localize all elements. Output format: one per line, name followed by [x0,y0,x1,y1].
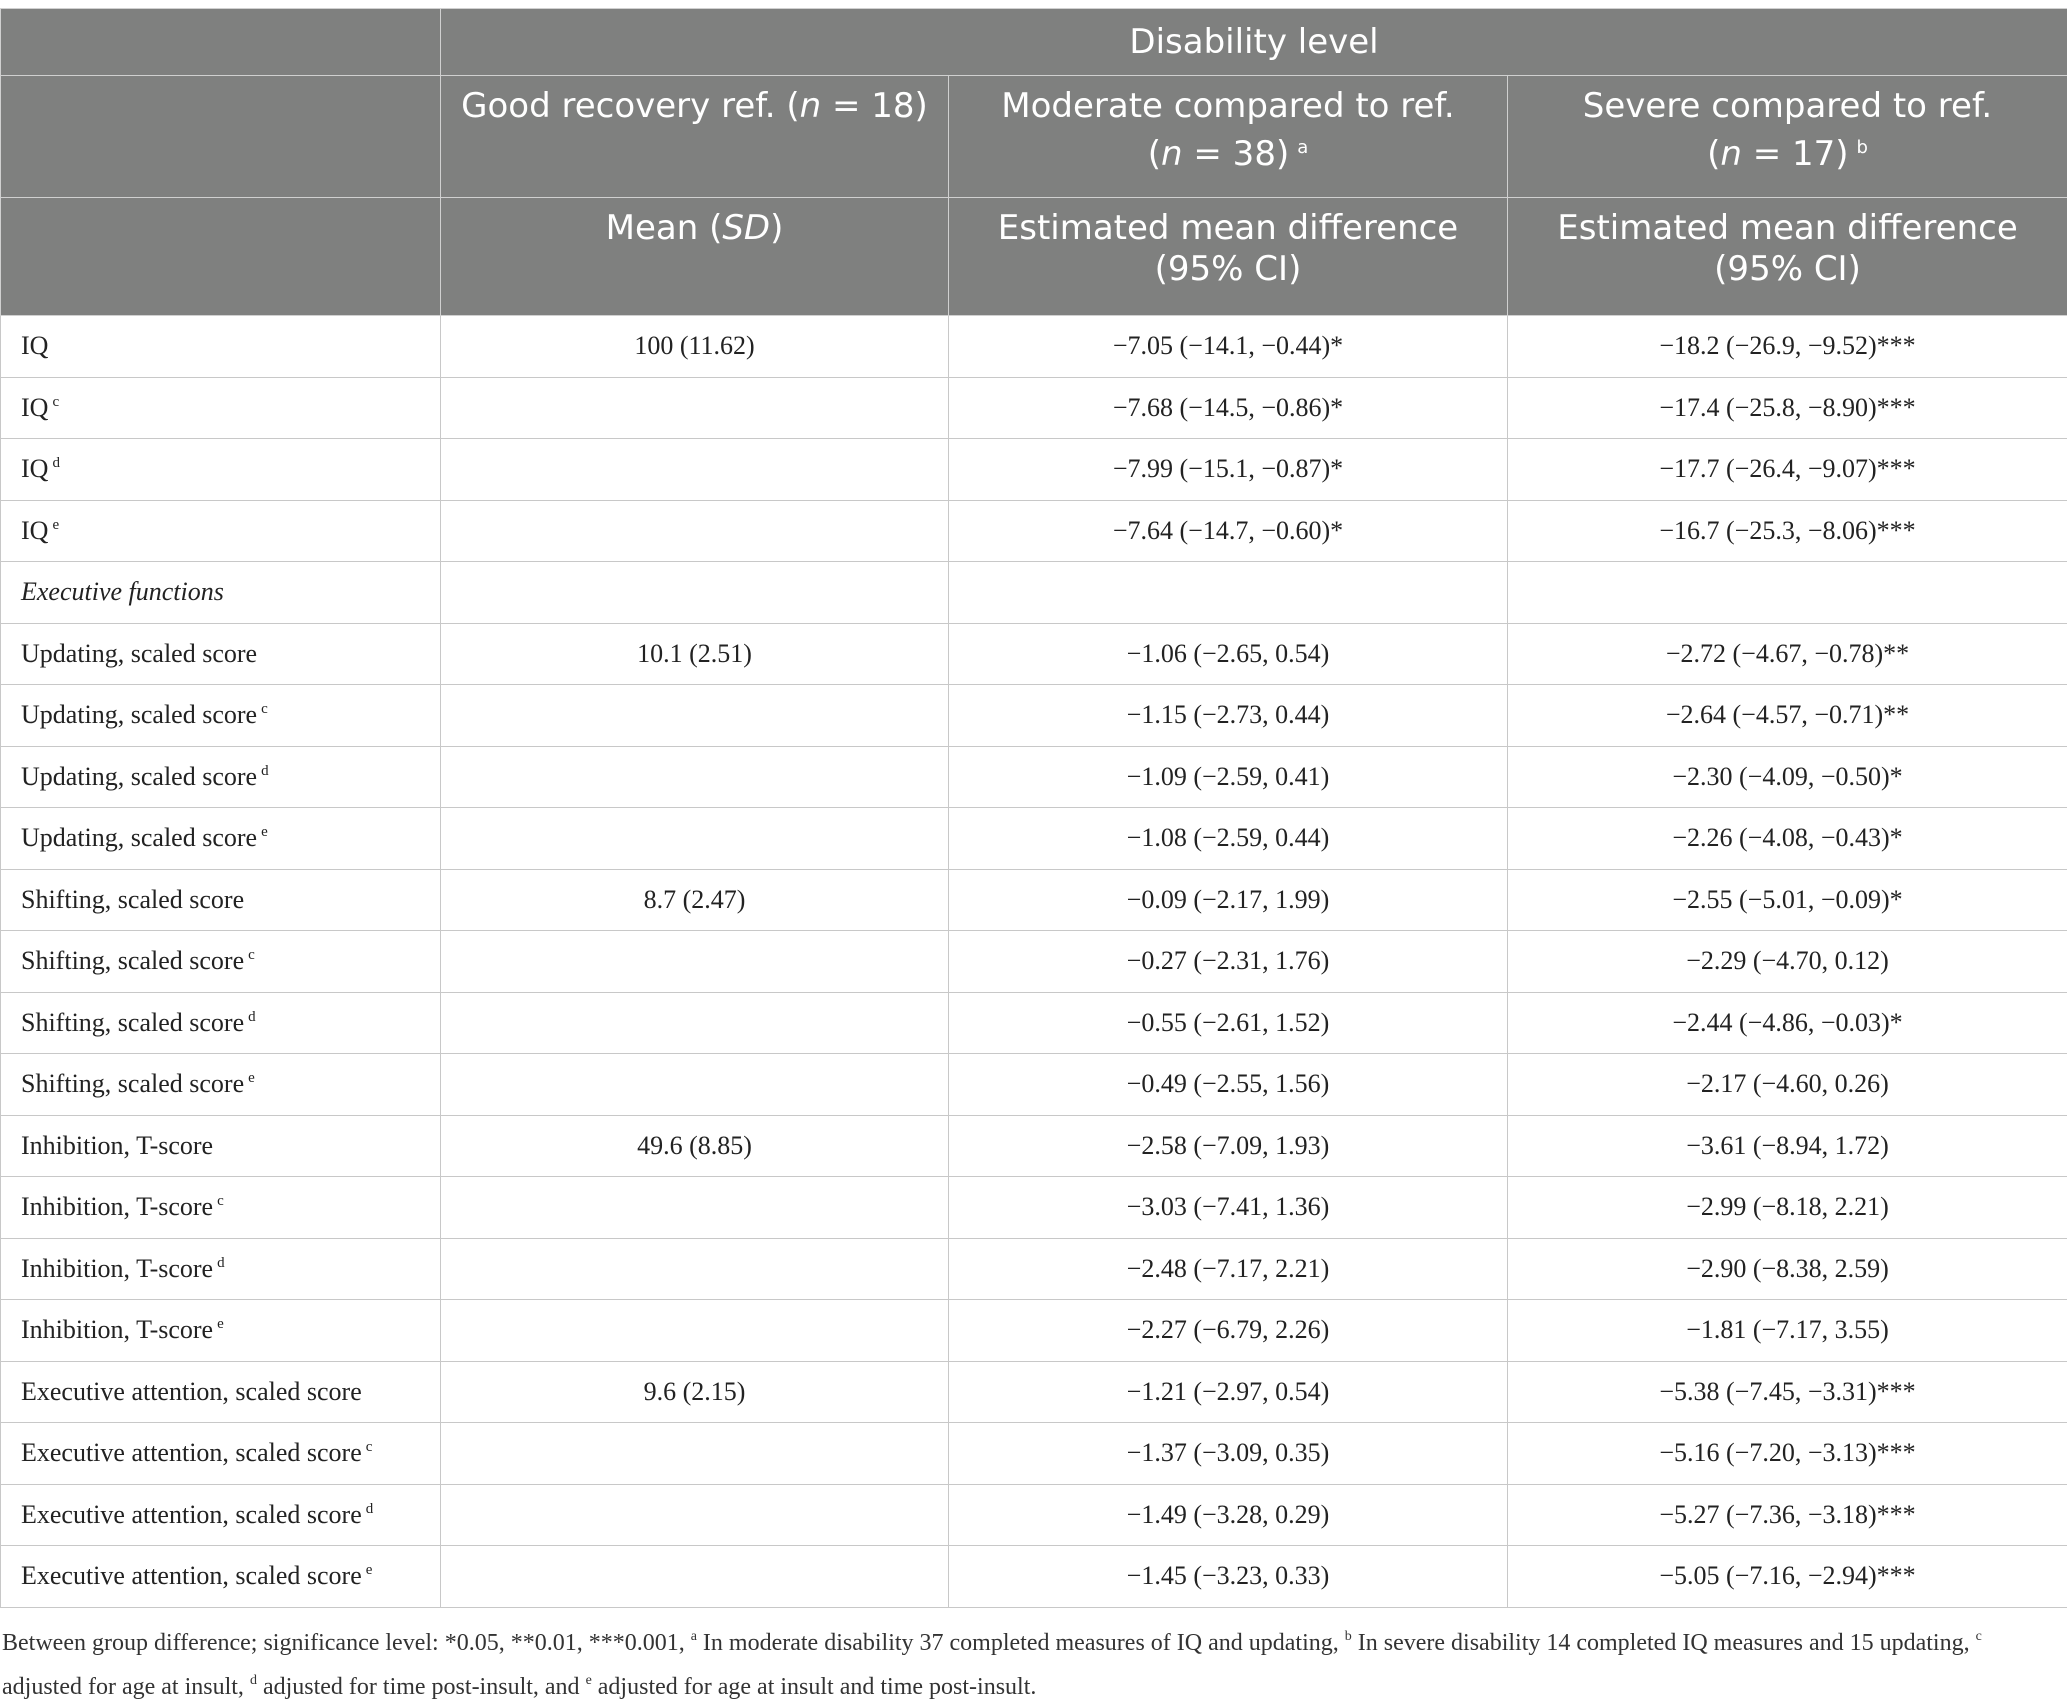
table-row [1,500,2067,562]
table-row [1,1300,2067,1362]
mean-sd-cell: 49.6 (8.85) [441,1115,949,1177]
row-label: Inhibition, T-score $^e$ [1,1300,441,1362]
moderate-diff-cell: −7.99 (−15.1, −0.87)* [949,439,1508,501]
row-label: Executive attention, scaled score $^c$ [1,1423,441,1485]
table-row [1,1361,2067,1423]
row-label: IQ $^e$ [1,500,441,562]
mean-sd-cell [441,1054,949,1116]
mean-sd-cell: 9.6 (2.15) [441,1361,949,1423]
mean-sd-cell [441,562,949,624]
moderate-diff-cell: −2.48 (−7.17, 2.21) [949,1238,1508,1300]
moderate-diff-cell: −0.55 (−2.61, 1.52) [949,992,1508,1054]
mean-sd-cell [441,1238,949,1300]
row-label: Updating, scaled score [1,623,441,685]
moderate-diff-cell: −0.09 (−2.17, 1.99) [949,869,1508,931]
header-empty-cell [1,76,441,198]
header-empty-cell [1,9,441,76]
table-row [1,1423,2067,1485]
header-severe: Severe compared to ref. (n = 17) $^b$ [1508,76,2067,198]
table-row [1,316,2067,378]
table-header [1,9,2067,316]
severe-diff-cell: −2.90 (−8.38, 2.59) [1508,1238,2067,1300]
table-row [1,685,2067,747]
severe-diff-cell: −16.7 (−25.3, −8.06)*** [1508,500,2067,562]
row-label: Executive functions [1,562,441,624]
mean-sd-cell [441,1300,949,1362]
severe-diff-cell: −5.16 (−7.20, −3.13)*** [1508,1423,2067,1485]
mean-sd-cell [441,992,949,1054]
moderate-diff-cell: −1.08 (−2.59, 0.44) [949,808,1508,870]
row-label: Updating, scaled score $^e$ [1,808,441,870]
mean-sd-cell [441,746,949,808]
moderate-diff-cell: −7.05 (−14.1, −0.44)* [949,316,1508,378]
severe-diff-cell: −17.7 (−26.4, −9.07)*** [1508,439,2067,501]
table-row [1,439,2067,501]
table-row [1,377,2067,439]
moderate-diff-cell: −1.21 (−2.97, 0.54) [949,1361,1508,1423]
row-label: Inhibition, T-score [1,1115,441,1177]
mean-sd-cell [441,931,949,993]
severe-diff-cell: −2.44 (−4.86, −0.03)* [1508,992,2067,1054]
row-label: IQ $^d$ [1,439,441,501]
severe-diff-cell: −2.72 (−4.67, −0.78)** [1508,623,2067,685]
severe-diff-cell: −5.05 (−7.16, −2.94)*** [1508,1546,2067,1608]
table-row [1,1177,2067,1239]
row-label: Inhibition, T-score $^d$ [1,1238,441,1300]
header-good-recovery: Good recovery ref. (n = 18) [441,76,949,198]
results-table-container [0,8,2067,1706]
moderate-diff-cell: −1.45 (−3.23, 0.33) [949,1546,1508,1608]
moderate-diff-cell: −1.49 (−3.28, 0.29) [949,1484,1508,1546]
table-row [1,623,2067,685]
moderate-diff-cell: −1.37 (−3.09, 0.35) [949,1423,1508,1485]
table-row [1,992,2067,1054]
table-row [1,869,2067,931]
header-empty-cell [1,198,441,316]
table-row [1,562,2067,624]
table-row [1,1238,2067,1300]
mean-sd-cell [441,377,949,439]
severe-diff-cell: −1.81 (−7.17, 3.55) [1508,1300,2067,1362]
severe-diff-cell: −2.17 (−4.60, 0.26) [1508,1054,2067,1116]
mean-sd-cell [441,808,949,870]
moderate-diff-cell: −2.58 (−7.09, 1.93) [949,1115,1508,1177]
mean-sd-cell: 8.7 (2.47) [441,869,949,931]
row-label: Shifting, scaled score $^e$ [1,1054,441,1116]
subheader-moderate-diff: Estimated mean difference (95% CI) [949,198,1508,316]
mean-sd-cell [441,1177,949,1239]
moderate-diff-cell: −1.06 (−2.65, 0.54) [949,623,1508,685]
moderate-diff-cell: −3.03 (−7.41, 1.36) [949,1177,1508,1239]
subheader-mean-sd: Mean (SD) [441,198,949,316]
moderate-diff-cell: −1.09 (−2.59, 0.41) [949,746,1508,808]
results-table [0,8,2067,1608]
header-group-title: Disability level [441,9,2067,76]
row-label: Executive attention, scaled score $^d$ [1,1484,441,1546]
moderate-diff-cell: −0.49 (−2.55, 1.56) [949,1054,1508,1116]
severe-diff-cell: −2.29 (−4.70, 0.12) [1508,931,2067,993]
mean-sd-cell [441,1423,949,1485]
row-label: Updating, scaled score $^d$ [1,746,441,808]
row-label: IQ [1,316,441,378]
header-moderate: Moderate compared to ref. (n = 38) $^a$ [949,76,1508,198]
moderate-diff-cell: −7.68 (−14.5, −0.86)* [949,377,1508,439]
moderate-diff-cell: −2.27 (−6.79, 2.26) [949,1300,1508,1362]
row-label: Updating, scaled score $^c$ [1,685,441,747]
table-body [1,316,2067,1608]
table-row [1,931,2067,993]
severe-diff-cell: −5.27 (−7.36, −3.18)*** [1508,1484,2067,1546]
severe-diff-cell: −17.4 (−25.8, −8.90)*** [1508,377,2067,439]
severe-diff-cell: −2.26 (−4.08, −0.43)* [1508,808,2067,870]
mean-sd-cell [441,685,949,747]
moderate-diff-cell: −7.64 (−14.7, −0.60)* [949,500,1508,562]
severe-diff-cell [1508,562,2067,624]
table-row [1,1484,2067,1546]
moderate-diff-cell: −0.27 (−2.31, 1.76) [949,931,1508,993]
row-label: Shifting, scaled score $^c$ [1,931,441,993]
mean-sd-cell [441,1484,949,1546]
mean-sd-cell: 10.1 (2.51) [441,623,949,685]
row-label: Executive attention, scaled score $^e$ [1,1546,441,1608]
mean-sd-cell [441,1546,949,1608]
severe-diff-cell: −2.30 (−4.09, −0.50)* [1508,746,2067,808]
table-row [1,746,2067,808]
row-label: Inhibition, T-score $^c$ [1,1177,441,1239]
row-label: Executive attention, scaled score [1,1361,441,1423]
severe-diff-cell: −3.61 (−8.94, 1.72) [1508,1115,2067,1177]
row-label: Shifting, scaled score $^d$ [1,992,441,1054]
table-footnote: Between group difference; significance level: *0.05, **0.01, ***0.001, $^a$ In moderate disability 37 completed measures of IQ and updating, $^b$ In severe disability 14 completed IQ measures and 15 updating, $^c$ adjusted for age at insult, $^d$ adjusted for time post-insult, and $^e$ adjusted for age at insult and time post-insult. [0,1608,2067,1706]
severe-diff-cell: −2.55 (−5.01, −0.09)* [1508,869,2067,931]
moderate-diff-cell: −1.15 (−2.73, 0.44) [949,685,1508,747]
severe-diff-cell: −18.2 (−26.9, −9.52)*** [1508,316,2067,378]
table-row [1,1546,2067,1608]
table-row [1,1054,2067,1116]
severe-diff-cell: −5.38 (−7.45, −3.31)*** [1508,1361,2067,1423]
moderate-diff-cell [949,562,1508,624]
table-row [1,808,2067,870]
mean-sd-cell [441,439,949,501]
severe-diff-cell: −2.64 (−4.57, −0.71)** [1508,685,2067,747]
row-label: IQ $^c$ [1,377,441,439]
subheader-severe-diff: Estimated mean difference (95% CI) [1508,198,2067,316]
row-label: Shifting, scaled score [1,869,441,931]
mean-sd-cell [441,500,949,562]
mean-sd-cell: 100 (11.62) [441,316,949,378]
table-row [1,1115,2067,1177]
severe-diff-cell: −2.99 (−8.18, 2.21) [1508,1177,2067,1239]
